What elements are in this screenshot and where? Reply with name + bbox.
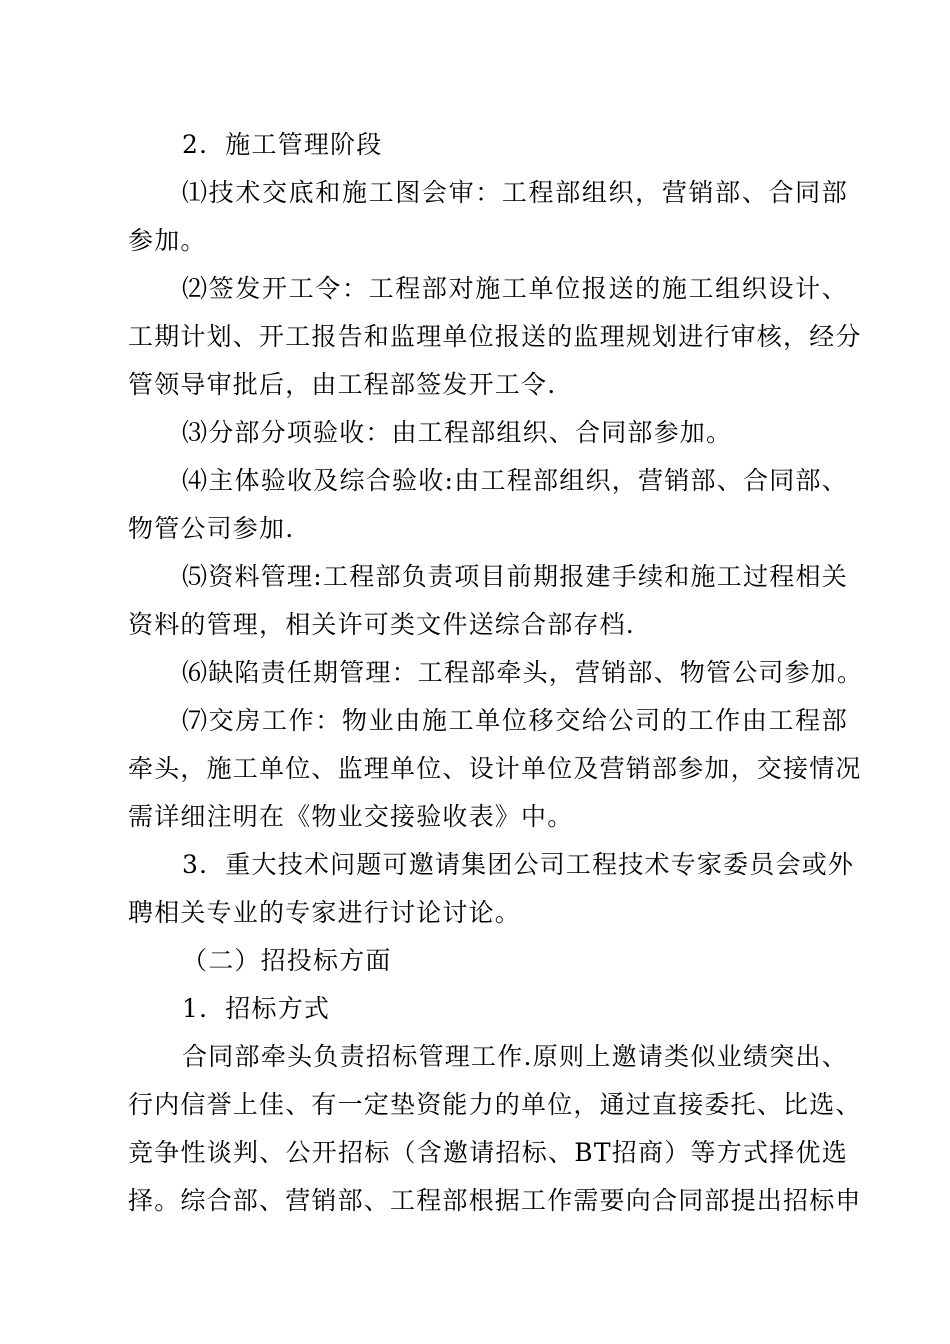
paragraph-line: 需详细注明在《物业交接验收表》中。	[128, 802, 574, 831]
paragraph-line: 资料的管理，相关许可类文件送综合部存档.	[128, 610, 635, 639]
paragraph-line: ⑶分部分项验收：由工程部组织、合同部参加。	[182, 418, 733, 447]
paragraph-line: ⑹缺陷责任期管理：工程部牵头，营销部、物管公司参加。	[182, 658, 864, 687]
paragraph-line: 物管公司参加.	[128, 514, 295, 543]
paragraph-line: ⑺交房工作：物业由施工单位移交给公司的工作由工程部	[182, 706, 848, 735]
section-heading-construction-management: 2．施工管理阶段	[182, 130, 383, 159]
section-heading-bidding: （二）招投标方面	[182, 946, 392, 975]
paragraph-line: 参加。	[128, 226, 207, 255]
paragraph-line: 竞争性谈判、公开招标（含邀请招标、BT招商）等方式择优选	[128, 1138, 848, 1167]
paragraph-line: 合同部牵头负责招标管理工作.原则上邀请类似业绩突出、	[182, 1042, 848, 1071]
paragraph-line: 管领导审批后，由工程部签发开工令.	[128, 370, 557, 399]
paragraph-line: ⑴技术交底和施工图会审：工程部组织，营销部、合同部	[182, 178, 848, 207]
paragraph-line: 行内信誉上佳、有一定垫资能力的单位，通过直接委托、比选、	[128, 1090, 862, 1119]
paragraph-line: ⑷主体验收及综合验收:由工程部组织，营销部、合同部、	[182, 466, 848, 495]
paragraph-line: 牵头，施工单位、监理单位、设计单位及营销部参加，交接情况	[128, 754, 862, 783]
paragraph-line: ⑵签发开工令：工程部对施工单位报送的施工组织设计、	[182, 274, 848, 303]
paragraph-line: 择。综合部、营销部、工程部根据工作需要向合同部提出招标申	[128, 1186, 862, 1215]
subsection-heading-bidding-method: 1．招标方式	[182, 994, 331, 1023]
paragraph-line: 3．重大技术问题可邀请集团公司工程技术专家委员会或外	[182, 850, 855, 879]
paragraph-line: 工期计划、开工报告和监理单位报送的监理规划进行审核，经分	[128, 322, 862, 351]
paragraph-line: 聘相关专业的专家进行讨论讨论。	[128, 898, 522, 927]
paragraph-line: ⑸资料管理:工程部负责项目前期报建手续和施工过程相关	[182, 562, 848, 591]
